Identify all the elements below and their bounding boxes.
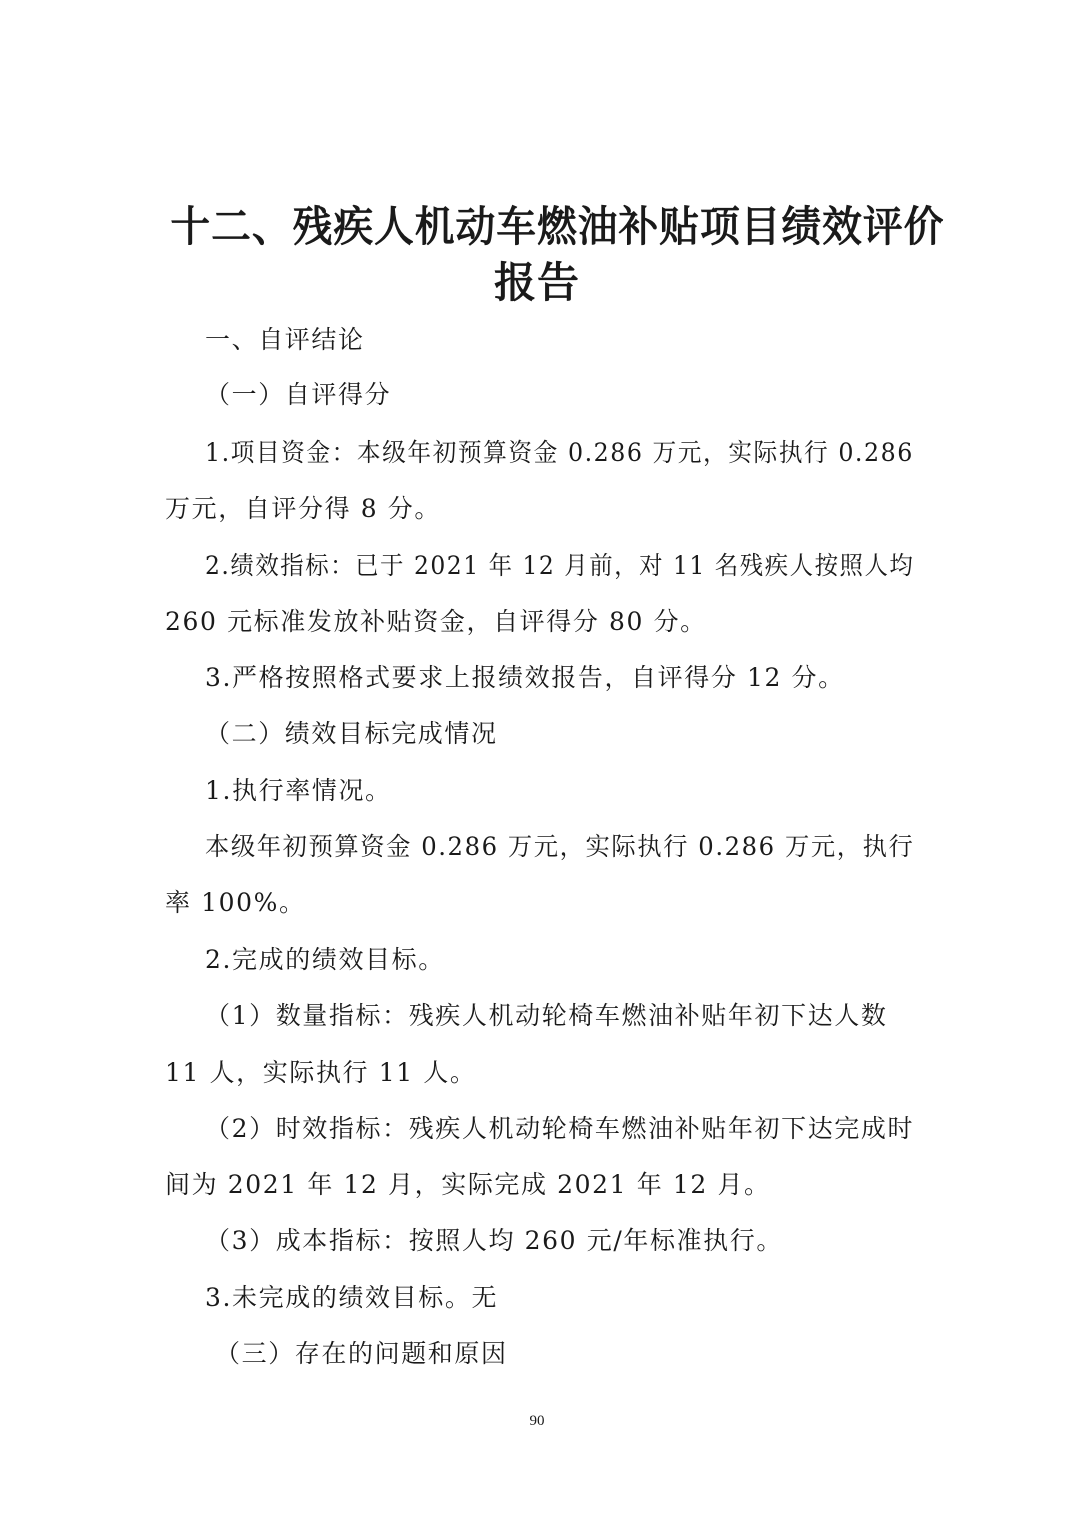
paragraph-line: 2.绩效指标：已于 2021 年 12 月前，对 11 名残疾人按照人均 xyxy=(205,551,915,580)
page-number: 90 xyxy=(529,1413,545,1429)
paragraph-line: 3.未完成的绩效目标。无 xyxy=(205,1283,499,1312)
subsection-heading-self-evaluation-score: （一）自评得分 xyxy=(205,380,392,409)
paragraph-line: 1.项目资金：本级年初预算资金 0.286 万元，实际执行 0.286 xyxy=(205,438,914,467)
paragraph-line: 11 人，实际执行 11 人。 xyxy=(165,1058,477,1087)
report-title-line-1: 十二、残疾人机动车燃油补贴项目绩效评价 xyxy=(170,202,945,251)
paragraph-line: （3）成本指标：按照人均 260 元/年标准执行。 xyxy=(205,1226,783,1255)
paragraph-line: （1）数量指标：残疾人机动轮椅车燃油补贴年初下达人数 xyxy=(205,1001,888,1030)
section-heading-self-evaluation-conclusion: 一、自评结论 xyxy=(205,325,365,354)
paragraph-line: 3.严格按照格式要求上报绩效报告，自评得分 12 分。 xyxy=(205,663,845,692)
paragraph-line: （2）时效指标：残疾人机动轮椅车燃油补贴年初下达完成时 xyxy=(205,1114,915,1143)
paragraph-line: 1.执行率情况。 xyxy=(205,776,392,805)
paragraph-line: 2.完成的绩效目标。 xyxy=(205,945,445,974)
paragraph-line: 率 100%。 xyxy=(165,888,306,917)
paragraph-line: 260 元标准发放补贴资金，自评得分 80 分。 xyxy=(165,607,707,636)
paragraph-line: 本级年初预算资金 0.286 万元，实际执行 0.286 万元，执行 xyxy=(205,832,915,861)
subsection-heading-problems-and-causes: （三）存在的问题和原因 xyxy=(215,1339,508,1368)
paragraph-line: 万元，自评分得 8 分。 xyxy=(165,494,442,523)
report-title-line-2: 报告 xyxy=(493,258,580,307)
subsection-heading-goal-completion: （二）绩效目标完成情况 xyxy=(205,719,498,748)
paragraph-line: 间为 2021 年 12 月，实际完成 2021 年 12 月。 xyxy=(165,1170,771,1199)
